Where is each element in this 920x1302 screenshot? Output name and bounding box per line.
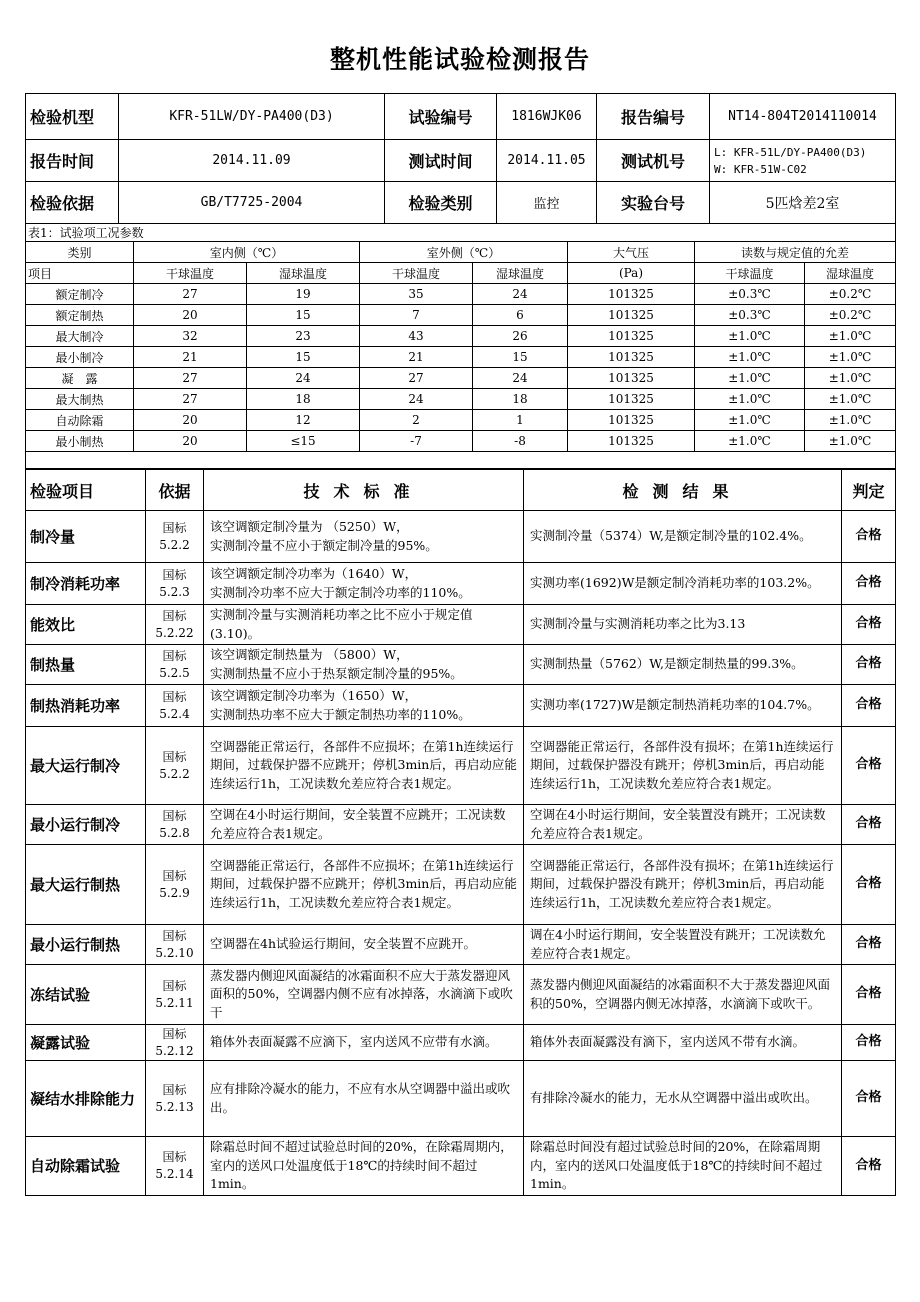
group-header: 大气压 [568,242,695,263]
item-name: 自动除霜试验 [26,1137,146,1196]
item-standard: 空调器能正常运行，各部件不应损坏；在第1h连续运行期间，过载保护器不应跳开；停机3min后，再启动应能连续运行1h，工况读数允差应符合表1规定。 [204,845,524,925]
group-header: 读数与规定值的允差 [695,242,896,263]
item-standard: 箱体外表面凝露不应滴下，室内送风不应带有水滴。 [204,1025,524,1061]
item-standard: 该空调额定制冷功率为（1640）W， 实测制冷功率不应大于额定制冷功率的110%。 [204,563,524,605]
condition-value: ±1.0℃ [695,389,805,410]
inspection-row [26,511,896,563]
condition-value: 15 [247,347,360,368]
inspection-row [26,965,896,1025]
condition-value: 27 [134,284,247,305]
condition-value: 7 [360,305,473,326]
item-basis: 国标 5.2.2 [146,511,204,563]
condition-value: ±1.0℃ [695,410,805,431]
condition-value: ±1.0℃ [805,326,896,347]
condition-value: -7 [360,431,473,452]
item-verdict: 合格 [842,845,896,925]
item-result: 有排除冷凝水的能力，无水从空调器中溢出或吹出。 [524,1061,842,1137]
group-header: 室外侧（℃） [360,242,568,263]
condition-name: 最小制冷 [26,347,134,368]
condition-value: 12 [247,410,360,431]
page-title: 整机性能试验检测报告 [329,45,590,74]
condition-value: 1 [473,410,568,431]
column-header: (Pa) [568,263,695,284]
condition-name: 最大制冷 [26,326,134,347]
item-result: 实测功率(1727)W是额定制热消耗功率的104.7%。 [524,685,842,727]
item-name: 冻结试验 [26,965,146,1025]
column-header: 干球温度 [134,263,247,284]
condition-value: 101325 [568,431,695,452]
condition-value: 101325 [568,326,695,347]
category-value: 监控 [497,182,597,224]
condition-value: 20 [134,431,247,452]
inspection-row [26,805,896,845]
condition-value: 20 [134,410,247,431]
condition-name: 最大制热 [26,389,134,410]
condition-value: 101325 [568,410,695,431]
condition-value: -8 [473,431,568,452]
item-result: 实测制热量（5762）W,是额定制热量的99.3%。 [524,645,842,685]
condition-value: 24 [360,389,473,410]
condition-value: 43 [360,326,473,347]
condition-name: 自动除霜 [26,410,134,431]
test-time-value: 2014.11.05 [497,140,597,182]
condition-value: ±1.0℃ [805,368,896,389]
condition-value: 27 [134,389,247,410]
indoor-unit-model: L: KFR-51L/DY-PA400(D3) [714,145,867,159]
condition-value: ±0.2℃ [805,284,896,305]
condition-value: 27 [134,368,247,389]
lab-bench-value: 5匹焓差2室 [710,182,896,224]
item-verdict: 合格 [842,685,896,727]
item-name: 最小运行制热 [26,925,146,965]
condition-value: 2 [360,410,473,431]
report-table [25,93,895,1196]
condition-value: 24 [247,368,360,389]
condition-value: 24 [473,284,568,305]
item-result: 调在4小时运行期间，安全装置没有跳开；工况读数允差应符合表1规定。 [524,925,842,965]
report-number-value: NT14-804T2014110014 [710,94,896,140]
condition-value: 32 [134,326,247,347]
condition-value: ±0.3℃ [695,284,805,305]
column-header: 湿球温度 [805,263,896,284]
column-header: 干球温度 [695,263,805,284]
item-verdict: 合格 [842,1061,896,1137]
condition-value: 15 [473,347,568,368]
item-basis: 国标 5.2.8 [146,805,204,845]
condition-value: 27 [360,368,473,389]
item-verdict: 合格 [842,727,896,805]
condition-value: ±0.2℃ [805,305,896,326]
item-standard: 空调器能正常运行，各部件不应损坏；在第1h连续运行期间，过载保护器不应跳开；停机3min后，再启动应能连续运行1h，工况读数允差应符合表1规定。 [204,727,524,805]
inspection-row [26,563,896,605]
item-basis: 国标 5.2.11 [146,965,204,1025]
col-item-header: 检验项目 [26,470,146,511]
condition-value: 26 [473,326,568,347]
condition-row [26,389,896,410]
item-verdict: 合格 [842,805,896,845]
condition-value: ±1.0℃ [805,389,896,410]
item-name: 制冷量 [26,511,146,563]
condition-name: 最小制热 [26,431,134,452]
item-verdict: 合格 [842,605,896,645]
condition-value: ±1.0℃ [695,347,805,368]
header-label: 检验类别 [385,182,497,224]
condition-name: 凝 露 [26,368,134,389]
item-standard: 应有排除冷凝水的能力，不应有水从空调器中溢出或吹出。 [204,1061,524,1137]
item-basis: 国标 5.2.9 [146,845,204,925]
condition-row [26,431,896,452]
item-result: 实测制冷量（5374）W,是额定制冷量的102.4%。 [524,511,842,563]
item-name: 凝露试验 [26,1025,146,1061]
condition-value: 101325 [568,284,695,305]
inspection-row [26,1137,896,1196]
item-result: 除霜总时间没有超过试验总时间的20%，在除霜周期内，室内的送风口处温度低于18℃的持续时间不超过1min。 [524,1137,842,1196]
item-standard: 蒸发器内侧迎风面凝结的冰霜面积不应大于蒸发器迎风面积的50%，空调器内侧不应有冰掉落，水滴滴下或吹干 [204,965,524,1025]
item-basis: 国标 5.2.5 [146,645,204,685]
inspection-row [26,727,896,805]
test-number-value: 1816WJK06 [497,94,597,140]
item-verdict: 合格 [842,1137,896,1196]
inspection-row [26,1025,896,1061]
inspection-row [26,605,896,645]
conditions-caption: 表1：试验项工况参数 [26,224,896,242]
corner-bottom: 项目 [26,263,134,284]
column-header: 湿球温度 [473,263,568,284]
item-standard: 空调在4小时运行期间，安全装置不应跳开；工况读数允差应符合表1规定。 [204,805,524,845]
condition-value: 18 [247,389,360,410]
item-basis: 国标 5.2.10 [146,925,204,965]
header-label: 测试机号 [597,140,710,182]
item-name: 制冷消耗功率 [26,563,146,605]
item-standard: 该空调额定制冷量为 （5250）W， 实测制冷量不应小于额定制冷量的95%。 [204,511,524,563]
col-verdict-header: 判定 [842,470,896,511]
item-result: 空调器能正常运行，各部件没有损坏；在第1h连续运行期间，过载保护器没有跳开；停机3min后，再启动能连续运行1h，工况读数允差应符合表1规定。 [524,845,842,925]
condition-value: ±1.0℃ [805,410,896,431]
report-time-value: 2014.11.09 [119,140,385,182]
item-result: 实测功率(1692)W是额定制冷消耗功率的103.2%。 [524,563,842,605]
item-standard: 该空调额定制热量为 （5800）W， 实测制热量不应小于热泵额定制冷量的95%。 [204,645,524,685]
condition-value: ±1.0℃ [805,431,896,452]
header-label: 测试时间 [385,140,497,182]
condition-value: ±1.0℃ [695,431,805,452]
condition-value: ±1.0℃ [695,326,805,347]
inspection-row [26,685,896,727]
item-result: 箱体外表面凝露没有滴下，室内送风不带有水滴。 [524,1025,842,1061]
test-machine-value [710,140,896,182]
condition-value: 6 [473,305,568,326]
item-name: 最大运行制热 [26,845,146,925]
outdoor-unit-model: W: KFR-51W-C02 [714,162,807,176]
item-basis: 国标 5.2.2 [146,727,204,805]
condition-value: ≤15 [247,431,360,452]
item-basis: 国标 5.2.22 [146,605,204,645]
item-basis: 国标 5.2.3 [146,563,204,605]
item-name: 最小运行制冷 [26,805,146,845]
header-info-table [25,93,896,224]
condition-value: 23 [247,326,360,347]
condition-row [26,347,896,368]
item-result: 空调器能正常运行，各部件没有损坏；在第1h连续运行期间，过载保护器没有跳开；停机3min后，再启动能连续运行1h，工况读数允差应符合表1规定。 [524,727,842,805]
inspection-row [26,645,896,685]
condition-row [26,410,896,431]
item-standard: 空调器在4h试验运行期间，安全装置不应跳开。 [204,925,524,965]
item-verdict: 合格 [842,511,896,563]
condition-value: 101325 [568,389,695,410]
condition-value: 21 [134,347,247,368]
condition-value: 15 [247,305,360,326]
condition-row [26,305,896,326]
condition-name: 额定制冷 [26,284,134,305]
header-label: 检验依据 [26,182,119,224]
condition-value: 101325 [568,347,695,368]
condition-value: 20 [134,305,247,326]
item-basis: 国标 5.2.14 [146,1137,204,1196]
column-header: 干球温度 [360,263,473,284]
condition-row [26,326,896,347]
condition-value: 19 [247,284,360,305]
inspection-row [26,925,896,965]
item-verdict: 合格 [842,925,896,965]
item-name: 凝结水排除能力 [26,1061,146,1137]
basis-value: GB/T7725-2004 [119,182,385,224]
item-verdict: 合格 [842,563,896,605]
group-header: 室内侧（℃） [134,242,360,263]
condition-row [26,284,896,305]
item-basis: 国标 5.2.12 [146,1025,204,1061]
item-basis: 国标 5.2.4 [146,685,204,727]
header-label: 报告编号 [597,94,710,140]
condition-value: 24 [473,368,568,389]
item-name: 制热消耗功率 [26,685,146,727]
header-label: 实验台号 [597,182,710,224]
condition-value: 101325 [568,368,695,389]
model-value: KFR-51LW/DY-PA400(D3) [119,94,385,140]
header-label: 试验编号 [385,94,497,140]
condition-name: 额定制热 [26,305,134,326]
condition-value: 35 [360,284,473,305]
condition-row [26,368,896,389]
condition-value: 21 [360,347,473,368]
item-standard: 该空调额定制冷功率为（1650）W， 实测制热功率不应大于额定制热功率的110%。 [204,685,524,727]
item-result: 空调在4小时运行期间，安全装置没有跳开；工况读数允差应符合表1规定。 [524,805,842,845]
condition-value: ±1.0℃ [805,347,896,368]
inspection-row [26,845,896,925]
conditions-table [25,224,896,469]
corner-top: 类别 [26,242,134,263]
item-name: 最大运行制冷 [26,727,146,805]
item-verdict: 合格 [842,1025,896,1061]
condition-value: ±0.3℃ [695,305,805,326]
spacer-row [26,452,896,469]
col-basis-header: 依据 [146,470,204,511]
item-standard: 实测制冷量与实测消耗功率之比不应小于规定值(3.10)。 [204,605,524,645]
item-name: 制热量 [26,645,146,685]
inspection-row [26,1061,896,1137]
item-verdict: 合格 [842,965,896,1025]
header-label: 报告时间 [26,140,119,182]
item-result: 蒸发器内侧迎风面凝结的冰霜面积不大于蒸发器迎风面积的50%，空调器内侧无冰掉落，水滴滴下或吹干。 [524,965,842,1025]
condition-value: 101325 [568,305,695,326]
col-result-header: 检测结果 [524,470,842,511]
header-label: 检验机型 [26,94,119,140]
item-result: 实测制冷量与实测消耗功率之比为3.13 [524,605,842,645]
condition-value: 18 [473,389,568,410]
condition-value: ±1.0℃ [695,368,805,389]
item-verdict: 合格 [842,645,896,685]
item-basis: 国标 5.2.13 [146,1061,204,1137]
item-standard: 除霜总时间不超过试验总时间的20%，在除霜周期内，室内的送风口处温度低于18℃的持续时间不超过1min。 [204,1137,524,1196]
col-standard-header: 技术标准 [204,470,524,511]
items-table [25,469,896,1196]
item-name: 能效比 [26,605,146,645]
column-header: 湿球温度 [247,263,360,284]
